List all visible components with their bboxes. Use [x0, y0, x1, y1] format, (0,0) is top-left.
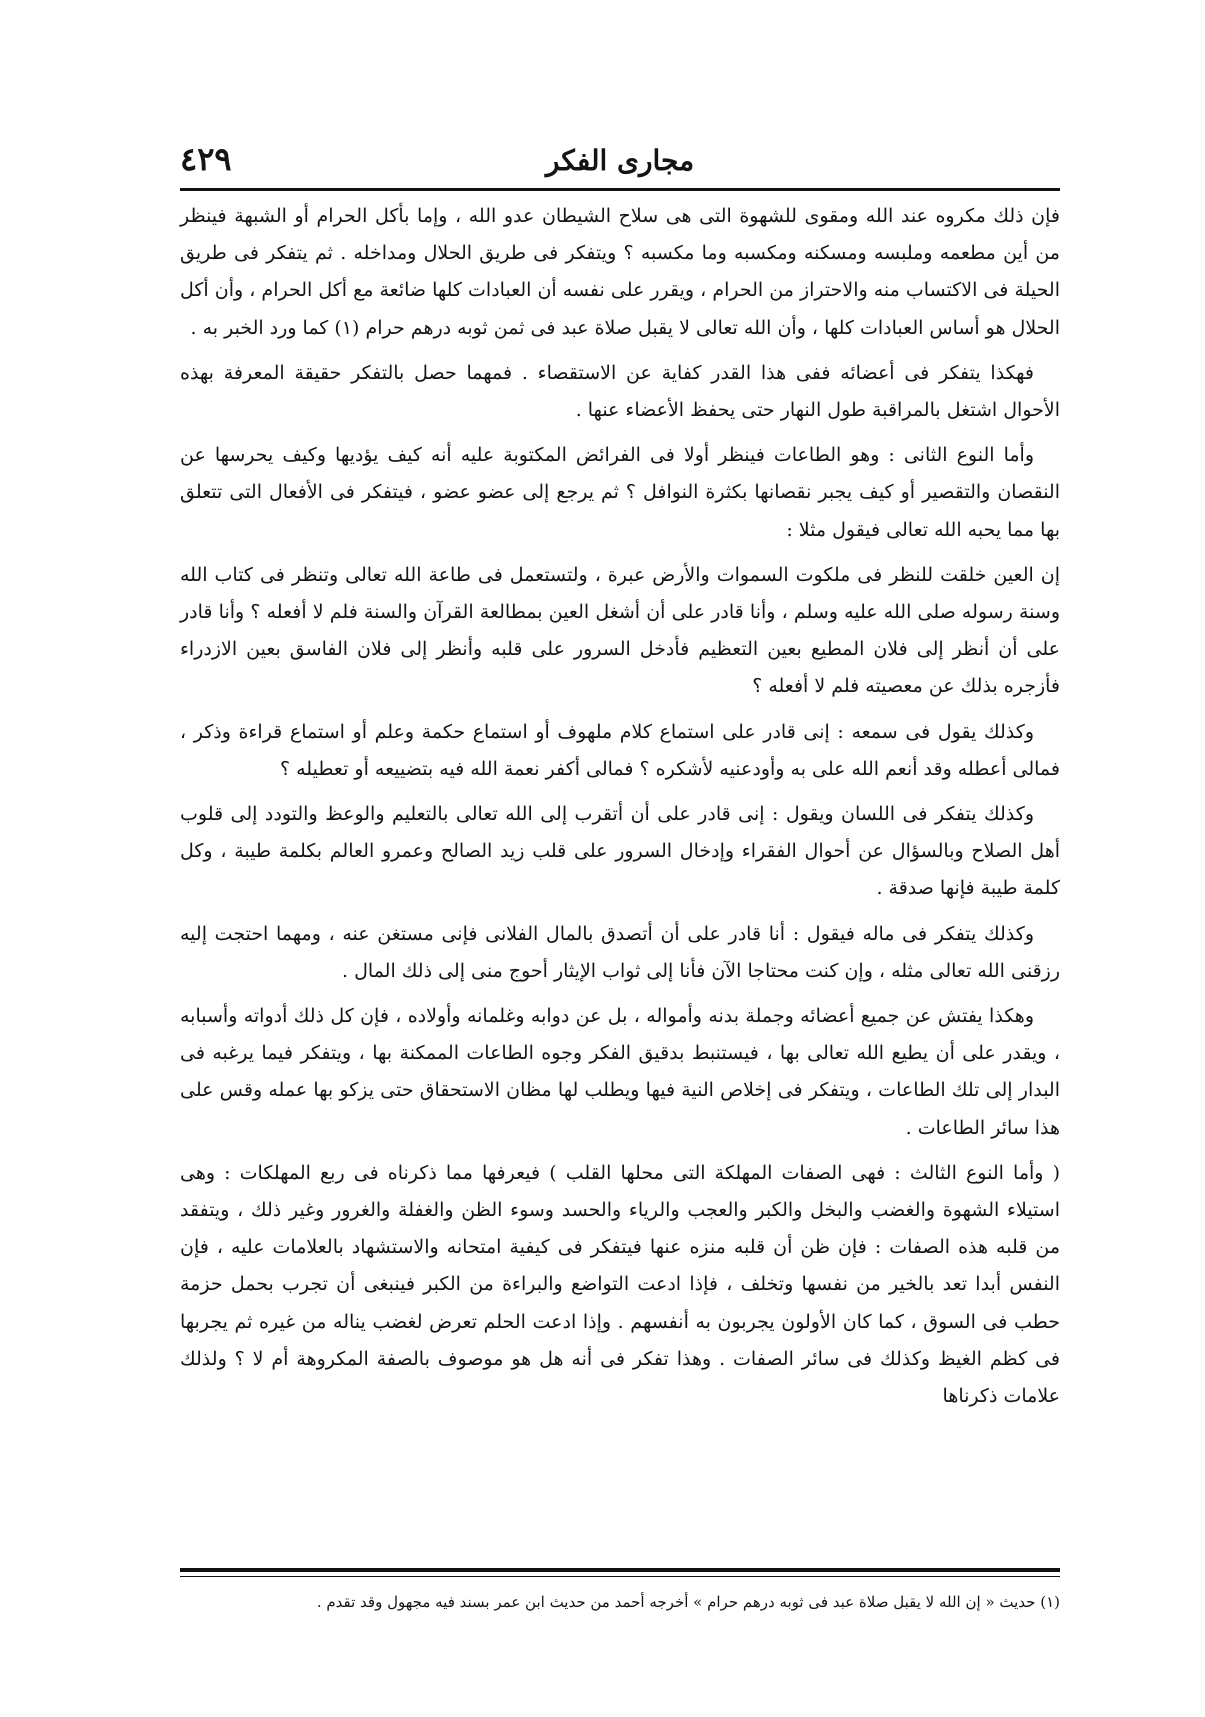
footnote: (١) حديث « إن الله لا يقبل صلاة عبد فى ثوبه درهم حرام » أخرجه أحمد من حديث ابن عمر بسند فيه مجهول وقد تقدم . — [316, 1593, 1060, 1611]
paragraph-8: وهكذا يفتش عن جميع أعضائه وجملة بدنه وأمواله ، بل عن دوابه وغلمانه وأولاده ، فإن كل ذلك أدواته وأسبابه ، ويقدر على أن يطيع الله تعالى بها ، فيستنبط بدقيق الفكر وجوه الطاعات الممكنة بها ، ويتفكر فيما يرغبه فى البدار إلى تلك الطاعات ، ويتفكر فى إخلاص النية فيها ويطلب لها مظان الاستحقاق حتى يزكو بها عمله وقس على هذا سائر الطاعات . — [180, 1005, 1060, 1139]
paragraph-1: فإن ذلك مكروه عند الله ومقوى للشهوة التى هى سلاح الشيطان عدو الله ، وإما بأكل الحرام أو الشبهة فينظر من أين مطعمه وملبسه ومسكنه ومكسبه وما مكسبه ؟ ويتفكر فى طريق الحلال ومداخله . ثم يتفكر فى طريق الحيلة فى الاكتساب منه والاحتراز من الحرام ، ويقرر على نفسه أن العبادات كلها ضائعة مع أكل الحرام ، وأن أكل الحلال هو أساس العبادات كلها ، وأن الله تعالى لا يقبل صلاة عبد فى ثمن ثوبه درهم حرام (١) كما ورد الخبر به . — [180, 205, 1060, 339]
paragraph-4: إن العين خلقت للنظر فى ملكوت السموات والأرض عبرة ، ولتستعمل فى طاعة الله تعالى وتنظر فى كتاب الله وسنة رسوله صلى الله عليه وسلم ، وأنا قادر على أن أشغل العين بمطالعة القرآن والسنة فلم لا أفعله ؟ وأنا قادر على أن أنظر إلى فلان المطيع بعين التعظيم فأدخل السرور على قلبه وأنظر إلى فلان الفاسق بعين الازدراء فأزجره بذلك عن معصيته فلم لا أفعله ؟ — [180, 563, 1060, 698]
paragraph-7: وكذلك يتفكر فى ماله فيقول : أنا قادر على أن أتصدق بالمال الفلانى فإنى مستغن عنه ، ومهما احتجت إليه رزقنى الله تعالى مثله ، وإن كنت محتاجا الآن فأنا إلى ثواب الإيثار أحوج منى إلى ذلك المال . — [180, 922, 1060, 982]
body-text — [180, 198, 1060, 1423]
header-rule — [180, 188, 1060, 191]
page-number: ٤٢٩ — [180, 140, 232, 178]
footnote-rule-thin — [180, 1576, 1060, 1577]
paragraph-6: وكذلك يتفكر فى اللسان ويقول : إنى قادر على أن أتقرب إلى الله تعالى بالتعليم والوعظ والتودد إلى قلوب أهل الصلاح وبالسؤال عن أحوال الفقراء وإدخال السرور على قلب زيد الصالح وعمرو العالم بكلمة طيبة ، وكل كلمة طيبة فإنها صدقة . — [180, 803, 1060, 900]
paragraph-3: وأما النوع الثانى : وهو الطاعات فينظر أولا فى الفرائض المكتوبة عليه أنه كيف يؤديها وكيف يحرسها عن النقصان والتقصير أو كيف يجبر نقصانها بكثرة النوافل ؟ ثم يرجع إلى عضو عضو ، فيتفكر فى الأفعال التى تتعلق بها مما يحبه الله تعالى فيقول مثلا : — [180, 444, 1060, 541]
running-title: مجارى الفكر — [545, 144, 695, 177]
paragraph-5: وكذلك يقول فى سمعه : إنى قادر على استماع كلام ملهوف أو استماع حكمة وعلم أو استماع قراءة وذكر ، فمالى أعطله وقد أنعم الله على به وأودعنيه لأشكره ؟ فمالى أكفر نعمة الله فيه بتضييعه أو تعطيله ؟ — [180, 720, 1060, 780]
page-header — [180, 140, 1060, 186]
footnote-rule-thick — [180, 1568, 1060, 1572]
paragraph-2: فهكذا يتفكر فى أعضائه ففى هذا القدر كفاية عن الاستقصاء . فمهما حصل بالتفكر حقيقة المعرفة بهذه الأحوال اشتغل بالمراقبة طول النهار حتى يحفظ الأعضاء عنها . — [180, 361, 1060, 422]
paragraph-9: ( وأما النوع الثالث : فهى الصفات المهلكة التى محلها القلب ) فيعرفها مما ذكرناه فى ربع المهلكات : وهى استيلاء الشهوة والغضب والبخل والكبر والعجب والرياء والحسد وسوء الظن والغفلة والغرور وغير ذلك ، ويتفقد من قلبه هذه الصفات : فإن ظن أن قلبه منزه عنها فيتفكر فى كيفية امتحانه والاستشهاد بالعلامات عليه ، فإن النفس أبدا تعد بالخير من نفسها وتخلف ، فإذا ادعت التواضع والبراءة من الكبر فينبغى أن تجرب بحمل حزمة حطب فى السوق ، كما كان الأولون يجربون به أنفسهم . وإذا ادعت الحلم تعرض لغضب يناله من غيره ثم يجربها فى كظم الغيظ وكذلك فى سائر الصفات . وهذا تفكر فى أنه هل هو موصوف بالصفة المكروهة أم لا ؟ ولذلك علامات ذكرناها — [180, 1161, 1060, 1408]
